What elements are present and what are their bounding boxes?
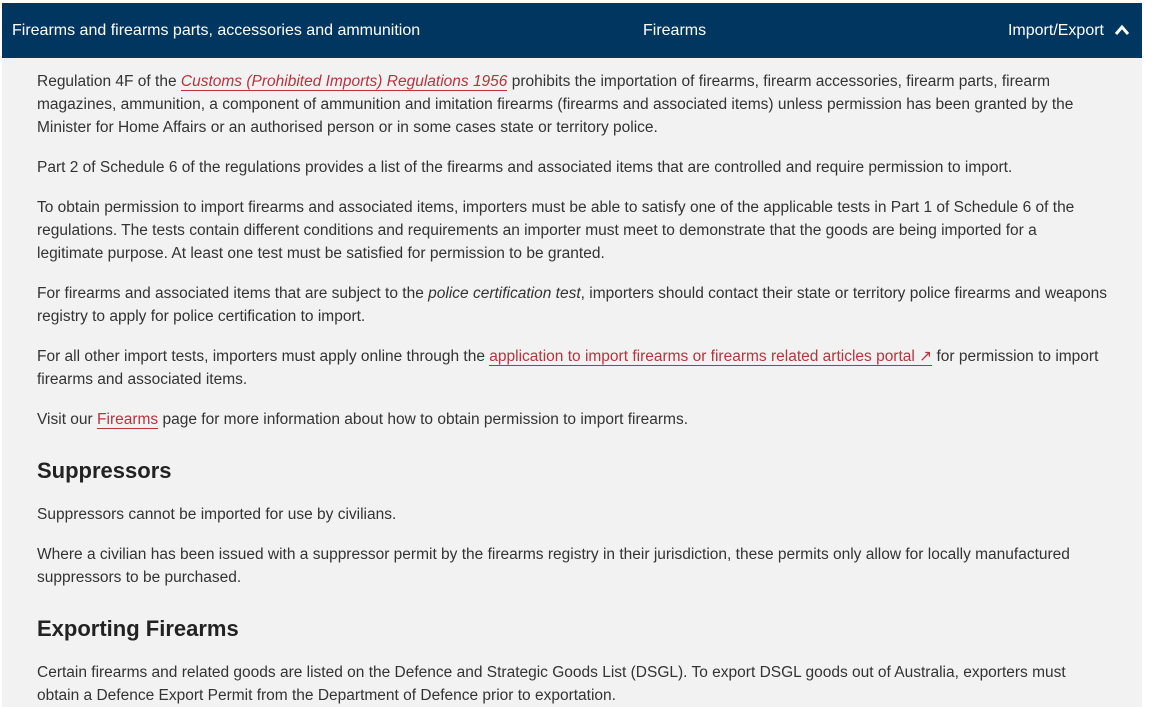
accordion-header[interactable] [2, 3, 1142, 58]
text: page for more information about how to obtain permission to import firearms. [158, 411, 689, 428]
paragraph-police [37, 282, 1107, 328]
emphasis: police certification test [428, 285, 581, 302]
paragraph-visit [37, 408, 1107, 431]
chevron-up-icon[interactable] [1114, 22, 1130, 38]
suppressors-heading: Suppressors [37, 458, 172, 483]
header-type: Import/Export [1007, 21, 1104, 39]
text: For firearms and associated items that are subject to the [37, 285, 429, 302]
paragraph-permission: To obtain permission to import firearms and associated items, importers must be able to satisfy one of the applicable tests in Part 1 of Schedule 6 of the regulations. The tests contain different conditions and requirements an importer must meet to demonstrate that the goods are being imported for a legitimate purpose. At least one test must be satisfied for permission to be granted. [37, 199, 1075, 262]
header-title: Firearms and firearms parts, accessories and ammunition [12, 21, 421, 39]
header-category: Firearms [643, 21, 707, 39]
paragraph-regulation [37, 70, 1107, 139]
text: Visit our [37, 411, 98, 428]
suppressors-paragraph-2: Where a civilian has been issued with a suppressor permit by the firearms registry in their jurisdiction, these permits only allow for locally manufactured suppressors to be purchased. [37, 546, 1070, 586]
text: For all other import tests, importers must apply online through the [37, 348, 490, 365]
text: Regulation 4F of the [37, 73, 181, 90]
regulations-link[interactable] [181, 73, 508, 91]
paragraph-apply [37, 345, 1107, 391]
text: , importers should contact their state or territory police firearms and weapons registry to apply for police certification to import. [37, 285, 1108, 325]
firearms-link[interactable]: Firearms [97, 411, 159, 428]
text: prohibits the importation of firearms, firearm accessories, firearm parts, firearm magazines, ammunition, a component of ammunition and imitation firearms (firearms and associated items) unless permission has been granted by the Minister for Home Affairs or an authorised person or in some cases state or territory police. [37, 73, 1074, 136]
paragraph-schedule: Part 2 of Schedule 6 of the regulations provides a list of the firearms and associated items that are controlled and require permission to import. [37, 159, 1013, 176]
text: for permission to import firearms and associated items. [37, 348, 1099, 388]
suppressors-paragraph-1: Suppressors cannot be imported for use by civilians. [37, 506, 397, 523]
portal-link[interactable]: application to import firearms or firearms related articles portal ↗ [489, 348, 933, 365]
exporting-paragraph-1: Certain firearms and related goods are listed on the Defence and Strategic Goods List (DSGL). To export DSGL goods out of Australia, exporters must obtain a Defence Export Permit from the Department of Defence prior to exportation. [37, 664, 1066, 704]
accordion-panel [2, 3, 1142, 707]
accordion-content [2, 58, 1142, 707]
exporting-heading: Exporting Firearms [37, 616, 239, 641]
link-text: Customs (Prohibited Imports) Regulations 1956 [180, 73, 508, 90]
